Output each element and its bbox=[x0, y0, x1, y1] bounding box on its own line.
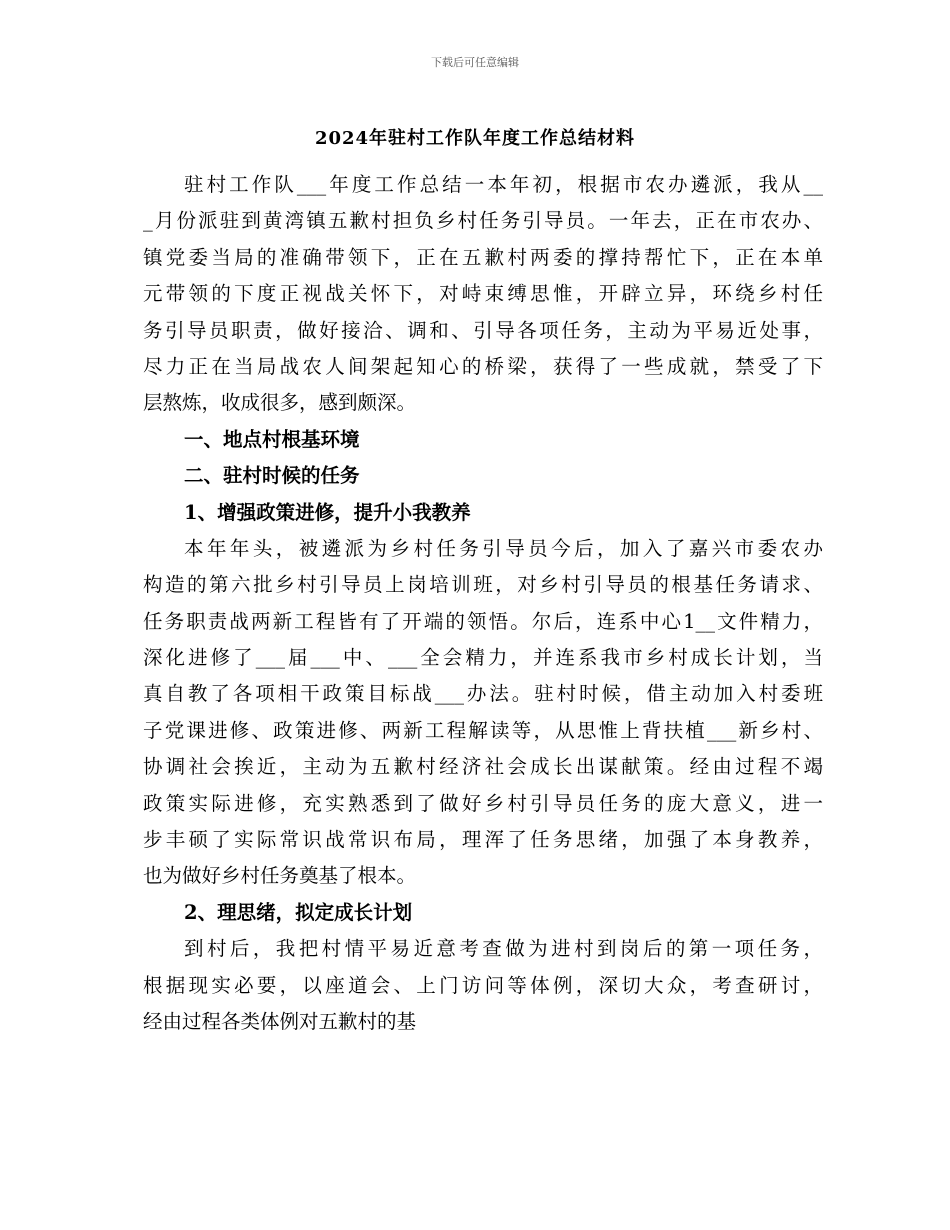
document-title: 2024年驻村工作队年度工作总结材料 bbox=[314, 128, 636, 149]
section-heading: 一、地点村根基环境 bbox=[184, 427, 360, 451]
paragraph-line: 根据现实必要，以座道会、上门访问等体例，深切大众，考查研讨， bbox=[143, 973, 823, 997]
paragraph-line: _月份派驻到黄湾镇五歉村担负乡村任务引导员。一年去，正在市农办、 bbox=[143, 209, 823, 233]
section-heading: 2、理思绪，拟定成长计划 bbox=[184, 900, 413, 924]
paragraph-line: 真自教了各项相干政策目标战___办法。驻村时候，借主动加入村委班 bbox=[143, 682, 823, 706]
paragraph-line: 经由过程各类体例对五歉村的基 bbox=[143, 1009, 417, 1033]
paragraph-line: 深化进修了___届___中、___全会精力，并连系我市乡村成长计划，当 bbox=[143, 646, 823, 670]
paragraph-line: 也为做好乡村任务奠基了根本。 bbox=[143, 864, 417, 888]
paragraph-line: 构造的第六批乡村引导员上岗培训班，对乡村引导员的根基任务请求、 bbox=[143, 573, 823, 597]
paragraph-line: 步丰硕了实际常识战常识布局，理浑了任务思绪，加强了本身教养， bbox=[143, 828, 823, 852]
paragraph-line: 政策实际进修，充实熟悉到了做好乡村引导员任务的庞大意义，进一 bbox=[143, 791, 823, 815]
paragraph-line: 协调社会挨近，主动为五歉村经济社会成长出谋献策。经由过程不竭 bbox=[143, 755, 823, 779]
section-heading: 二、驻村时候的任务 bbox=[184, 464, 360, 488]
paragraph-line: 层熬炼，收成很多，感到颇深。 bbox=[143, 391, 417, 415]
paragraph-line: 任务职责战两新工程皆有了开端的领悟。尔后，连系中心1__文件精力， bbox=[143, 609, 823, 633]
document-body bbox=[143, 167, 823, 1040]
paragraph-line: 驻村工作队___年度工作总结一本年初，根据市农办遴派，我从__ bbox=[184, 173, 823, 196]
paragraph-line: 到村后，我把村情平易近意考查做为进村到岗后的第一项任务， bbox=[184, 937, 823, 961]
paragraph-line: 子党课进修、政策进修、两新工程解读等，从思惟上背扶植___新乡村、 bbox=[143, 718, 823, 742]
paragraph-line: 元带领的下度正视战关怀下，对峙束缚思惟，开辟立异，环绕乡村任 bbox=[143, 282, 823, 306]
paragraph-line: 务引导员职责，做好接洽、调和、引导各项任务，主动为平易近处事， bbox=[143, 318, 823, 342]
paragraph-line: 镇党委当局的准确带领下，正在五歉村两委的撑持帮忙下，正在本单 bbox=[143, 245, 823, 269]
section-heading: 1、增强政策进修，提升小我教养 bbox=[184, 500, 471, 524]
paragraph-line: 尽力正在当局战农人间架起知心的桥梁，获得了一些成就，禁受了下 bbox=[143, 354, 823, 378]
header-note: 下载后可任意编辑 bbox=[431, 56, 519, 69]
paragraph-line: 本年年头，被遴派为乡村任务引导员今后，加入了嘉兴市委农办 bbox=[184, 536, 823, 560]
